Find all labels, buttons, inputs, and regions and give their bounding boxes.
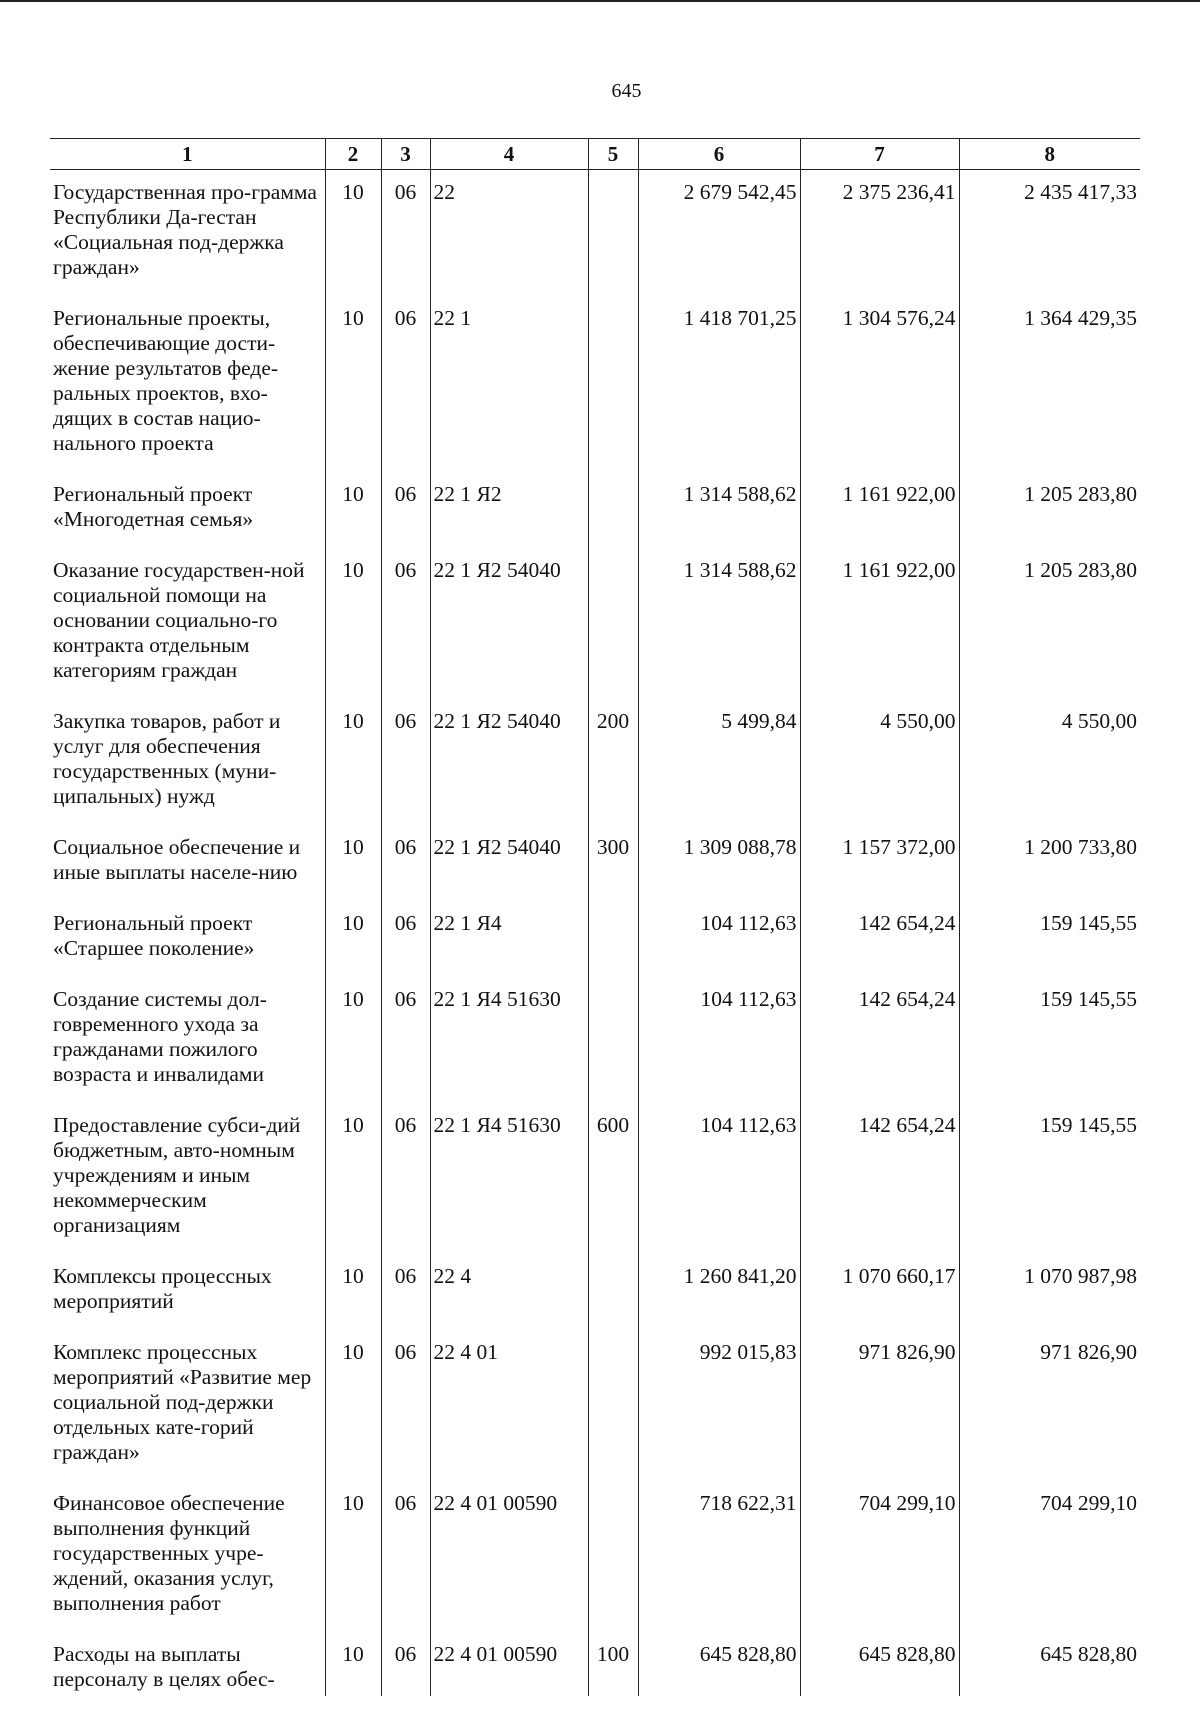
row-expense-type-cell bbox=[588, 1254, 638, 1330]
row-name-cell: Предоставление субси-дий бюджетным, авто-номным учреждениям и иным некоммерческим организациям bbox=[53, 1113, 301, 1237]
row-section-cell: 10 bbox=[325, 472, 381, 548]
table-row bbox=[50, 977, 1140, 1103]
row-subsection-cell: 06 bbox=[381, 1632, 430, 1696]
row-amount-col7-cell: 971 826,90 bbox=[800, 1330, 959, 1481]
table-row bbox=[50, 1330, 1140, 1481]
row-amount-col6-cell: 1 418 701,25 bbox=[638, 296, 800, 472]
row-amount-col7-cell: 704 299,10 bbox=[800, 1481, 959, 1632]
row-section-cell: 10 bbox=[325, 548, 381, 699]
row-amount-col8-cell: 159 145,55 bbox=[959, 901, 1140, 977]
row-section-cell: 10 bbox=[325, 1330, 381, 1481]
table-header-row bbox=[50, 139, 1140, 170]
row-section-cell: 10 bbox=[325, 1103, 381, 1254]
row-amount-col8-cell: 704 299,10 bbox=[959, 1481, 1140, 1632]
row-expense-type-cell bbox=[588, 170, 638, 297]
row-amount-col6-cell: 645 828,80 bbox=[638, 1632, 800, 1696]
table-row bbox=[50, 901, 1140, 977]
row-amount-col8-cell: 1 205 283,80 bbox=[959, 548, 1140, 699]
row-name-cell: Финансовое обеспечение выполнения функций государственных учре-ждений, оказания услуг, выполнения работ bbox=[53, 1491, 285, 1615]
row-subsection-cell: 06 bbox=[381, 1103, 430, 1254]
row-subsection-cell: 06 bbox=[381, 825, 430, 901]
row-section-cell: 10 bbox=[325, 1254, 381, 1330]
row-amount-col7-cell: 1 070 660,17 bbox=[800, 1254, 959, 1330]
row-expense-type-cell: 600 bbox=[588, 1103, 638, 1254]
row-amount-col6-cell: 5 499,84 bbox=[638, 699, 800, 825]
row-name-cell: Комплексы процессных мероприятий bbox=[53, 1264, 272, 1313]
row-amount-col7-cell: 142 654,24 bbox=[800, 1103, 959, 1254]
row-amount-col7-cell: 1 304 576,24 bbox=[800, 296, 959, 472]
row-expense-type-cell bbox=[588, 1330, 638, 1481]
row-section-cell: 10 bbox=[325, 901, 381, 977]
row-section-cell: 10 bbox=[325, 1632, 381, 1696]
row-name-cell: Оказание государствен-ной социальной помощи на основании социально-го контракта отдельным категориям граждан bbox=[53, 558, 305, 682]
row-amount-col6-cell: 1 260 841,20 bbox=[638, 1254, 800, 1330]
row-expense-type-cell bbox=[588, 548, 638, 699]
row-expense-type-cell bbox=[588, 1481, 638, 1632]
row-amount-col8-cell: 1 205 283,80 bbox=[959, 472, 1140, 548]
row-amount-col7-cell: 1 161 922,00 bbox=[800, 472, 959, 548]
row-section-cell: 10 bbox=[325, 825, 381, 901]
table-row bbox=[50, 170, 1140, 297]
row-amount-col7-cell: 142 654,24 bbox=[800, 977, 959, 1103]
header-col-8: 8 bbox=[959, 139, 1140, 170]
row-name-cell: Социальное обеспечение и иные выплаты населе-нию bbox=[53, 835, 301, 884]
table-row bbox=[50, 472, 1140, 548]
row-target-article-cell: 22 4 01 bbox=[430, 1330, 588, 1481]
row-amount-col8-cell: 1 364 429,35 bbox=[959, 296, 1140, 472]
row-section-cell: 10 bbox=[325, 296, 381, 472]
row-subsection-cell: 06 bbox=[381, 1481, 430, 1632]
header-col-1: 1 bbox=[50, 139, 325, 170]
row-target-article-cell: 22 4 01 00590 bbox=[430, 1481, 588, 1632]
table-row bbox=[50, 1103, 1140, 1254]
row-target-article-cell: 22 1 Я4 51630 bbox=[430, 977, 588, 1103]
table-row bbox=[50, 699, 1140, 825]
row-amount-col7-cell: 1 161 922,00 bbox=[800, 548, 959, 699]
row-amount-col6-cell: 104 112,63 bbox=[638, 1103, 800, 1254]
row-target-article-cell: 22 1 bbox=[430, 296, 588, 472]
row-target-article-cell: 22 1 Я2 54040 bbox=[430, 699, 588, 825]
row-subsection-cell: 06 bbox=[381, 548, 430, 699]
row-expense-type-cell bbox=[588, 472, 638, 548]
row-subsection-cell: 06 bbox=[381, 699, 430, 825]
header-col-2: 2 bbox=[325, 139, 381, 170]
row-amount-col8-cell: 1 070 987,98 bbox=[959, 1254, 1140, 1330]
row-amount-col8-cell: 159 145,55 bbox=[959, 977, 1140, 1103]
row-amount-col8-cell: 159 145,55 bbox=[959, 1103, 1140, 1254]
row-amount-col6-cell: 104 112,63 bbox=[638, 901, 800, 977]
row-target-article-cell: 22 1 Я2 bbox=[430, 472, 588, 548]
row-subsection-cell: 06 bbox=[381, 170, 430, 297]
row-amount-col7-cell: 142 654,24 bbox=[800, 901, 959, 977]
table-row bbox=[50, 1481, 1140, 1632]
budget-table bbox=[50, 138, 1140, 1696]
row-amount-col7-cell: 2 375 236,41 bbox=[800, 170, 959, 297]
row-target-article-cell: 22 1 Я4 51630 bbox=[430, 1103, 588, 1254]
row-subsection-cell: 06 bbox=[381, 1330, 430, 1481]
row-expense-type-cell bbox=[588, 296, 638, 472]
row-amount-col8-cell: 971 826,90 bbox=[959, 1330, 1140, 1481]
table-row bbox=[50, 1632, 1140, 1696]
row-expense-type-cell: 200 bbox=[588, 699, 638, 825]
row-name-cell: Региональный проект «Многодетная семья» bbox=[53, 482, 254, 531]
row-name-cell: Создание системы дол-говременного ухода за гражданами пожилого возраста и инвалидами bbox=[53, 987, 267, 1086]
row-target-article-cell: 22 4 01 00590 bbox=[430, 1632, 588, 1696]
row-name-cell: Комплекс процессных мероприятий «Развитие мер социальной под-держки отдельных кате-горий граждан» bbox=[53, 1340, 312, 1464]
row-subsection-cell: 06 bbox=[381, 296, 430, 472]
row-amount-col8-cell: 1 200 733,80 bbox=[959, 825, 1140, 901]
page-number: 645 bbox=[611, 80, 642, 102]
row-name-cell: Региональный проект «Старшее поколение» bbox=[53, 911, 255, 960]
row-amount-col6-cell: 1 309 088,78 bbox=[638, 825, 800, 901]
row-section-cell: 10 bbox=[325, 977, 381, 1103]
row-amount-col6-cell: 2 679 542,45 bbox=[638, 170, 800, 297]
row-amount-col6-cell: 992 015,83 bbox=[638, 1330, 800, 1481]
row-name-cell: Государственная про-грамма Республики Да-гестан «Социальная под-держка граждан» bbox=[53, 180, 317, 279]
row-subsection-cell: 06 bbox=[381, 901, 430, 977]
row-target-article-cell: 22 1 Я2 54040 bbox=[430, 825, 588, 901]
row-amount-col6-cell: 1 314 588,62 bbox=[638, 472, 800, 548]
row-amount-col7-cell: 645 828,80 bbox=[800, 1632, 959, 1696]
row-section-cell: 10 bbox=[325, 1481, 381, 1632]
row-name-cell: Региональные проекты, обеспечивающие дости-жение результатов феде-ральных проектов, вхо-дящих в состав нацио-нального проекта bbox=[53, 306, 279, 455]
row-target-article-cell: 22 1 Я4 bbox=[430, 901, 588, 977]
row-amount-col7-cell: 4 550,00 bbox=[800, 699, 959, 825]
table-row bbox=[50, 548, 1140, 699]
row-amount-col8-cell: 2 435 417,33 bbox=[959, 170, 1140, 297]
row-expense-type-cell: 100 bbox=[588, 1632, 638, 1696]
row-subsection-cell: 06 bbox=[381, 472, 430, 548]
row-target-article-cell: 22 4 bbox=[430, 1254, 588, 1330]
header-col-7: 7 bbox=[800, 139, 959, 170]
header-col-4: 4 bbox=[430, 139, 588, 170]
page-top-border bbox=[0, 0, 1200, 2]
row-amount-col6-cell: 104 112,63 bbox=[638, 977, 800, 1103]
table-row bbox=[50, 1254, 1140, 1330]
row-target-article-cell: 22 bbox=[430, 170, 588, 297]
row-name-cell: Закупка товаров, работ и услуг для обеспечения государственных (муни-ципальных) нужд bbox=[53, 709, 281, 808]
row-amount-col6-cell: 1 314 588,62 bbox=[638, 548, 800, 699]
table-body bbox=[50, 170, 1140, 1697]
header-col-3: 3 bbox=[381, 139, 430, 170]
row-name-cell: Расходы на выплаты персоналу в целях обес- bbox=[53, 1642, 275, 1691]
row-amount-col8-cell: 645 828,80 bbox=[959, 1632, 1140, 1696]
table-row bbox=[50, 296, 1140, 472]
row-expense-type-cell: 300 bbox=[588, 825, 638, 901]
row-section-cell: 10 bbox=[325, 170, 381, 297]
row-amount-col6-cell: 718 622,31 bbox=[638, 1481, 800, 1632]
header-col-5: 5 bbox=[588, 139, 638, 170]
row-amount-col7-cell: 1 157 372,00 bbox=[800, 825, 959, 901]
row-expense-type-cell bbox=[588, 901, 638, 977]
row-expense-type-cell bbox=[588, 977, 638, 1103]
row-amount-col8-cell: 4 550,00 bbox=[959, 699, 1140, 825]
table-row bbox=[50, 825, 1140, 901]
row-subsection-cell: 06 bbox=[381, 977, 430, 1103]
row-subsection-cell: 06 bbox=[381, 1254, 430, 1330]
row-section-cell: 10 bbox=[325, 699, 381, 825]
row-target-article-cell: 22 1 Я2 54040 bbox=[430, 548, 588, 699]
header-col-6: 6 bbox=[638, 139, 800, 170]
